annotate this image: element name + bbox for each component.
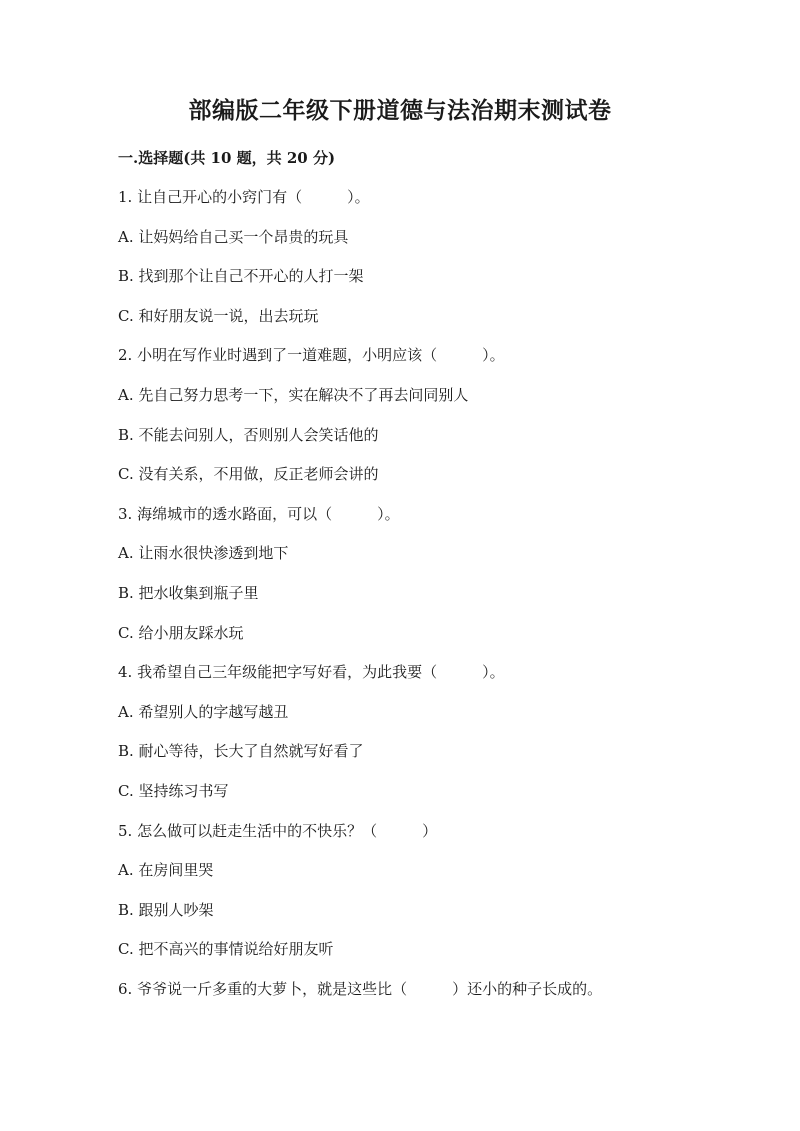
question-stem: 6. 爷爷说一斤多重的大萝卜，就是这些比（ ）还小的种子长成的。: [118, 979, 603, 998]
question-option: A. 在房间里哭: [118, 861, 214, 880]
question-option: B. 耐心等待，长大了自然就写好看了: [118, 742, 364, 761]
question-option: C. 给小朋友踩水玩: [118, 623, 244, 642]
question-stem: 5. 怎么做可以赶走生活中的不快乐？（ ）: [118, 821, 438, 840]
question-option: B. 不能去问别人，否则别人会笑话他的: [118, 425, 379, 444]
section-heading: 一.选择题(共 10 题，共 20 分): [118, 149, 336, 167]
question-option: A. 先自己努力思考一下，实在解决不了再去问同别人: [118, 385, 469, 404]
question-option: B. 找到那个让自己不开心的人打一架: [118, 267, 364, 286]
question-list: [118, 184, 718, 1015]
question-option: C. 和好朋友说一说，出去玩玩: [118, 306, 319, 325]
question-stem: 2. 小明在写作业时遇到了一道难题，小明应该（ ）。: [118, 346, 505, 365]
question-option: C. 坚持练习书写: [118, 781, 229, 800]
question-option: C. 把不高兴的事情说给好朋友听: [118, 940, 334, 959]
question-stem: 1. 让自己开心的小窍门有（ ）。: [118, 188, 370, 206]
question-option: C. 没有关系，不用做，反正老师会讲的: [118, 465, 379, 484]
question-option: A. 让雨水很快渗透到地下: [118, 544, 289, 563]
question-stem: 3. 海绵城市的透水路面，可以（ ）。: [118, 504, 400, 523]
question-option: A. 希望别人的字越写越丑: [118, 702, 289, 721]
question-option: A. 让妈妈给自己买一个昂贵的玩具: [118, 227, 349, 246]
question-option: B. 跟别人吵架: [118, 900, 214, 919]
question-option: B. 把水收集到瓶子里: [118, 583, 259, 602]
question-stem: 4. 我希望自己三年级能把字写好看，为此我要（ ）。: [118, 663, 505, 682]
page-title: 部编版二年级下册道德与法治期末测试卷: [188, 97, 612, 124]
